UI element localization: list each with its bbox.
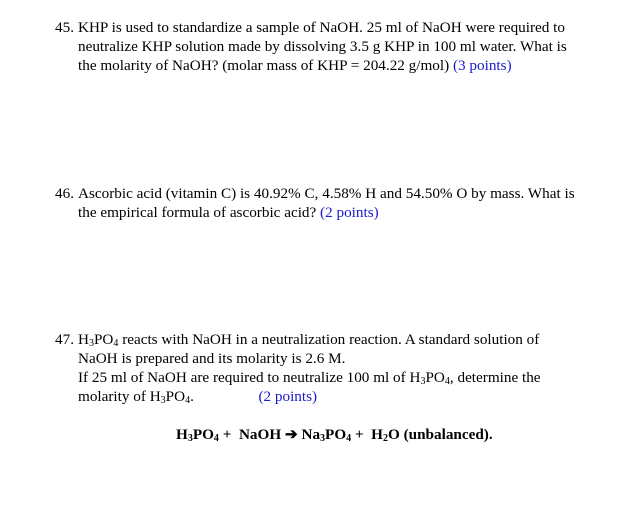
subscript: 4 [185,395,191,406]
subscript: 4 [444,376,450,387]
text-segment: + NaOH [218,426,285,443]
reaction-equation [176,425,493,444]
text-segment: H [78,331,89,348]
question-line [55,184,575,203]
text-segment: Na [297,426,321,443]
text-segment: PO [165,388,186,405]
question-line [55,387,541,406]
text-segment: + H [351,426,383,443]
text-segment: If 25 ml of NaOH are required to neutralize 100 ml of H [78,369,421,386]
question-line [55,203,575,222]
points-label: (2 points) [258,388,318,405]
subscript: 3 [160,395,166,406]
question-line [55,330,541,349]
question-line [55,368,541,387]
text-segment: the molarity of NaOH? (molar mass of KHP = 204.22 g/mol) [78,57,453,74]
text-segment: neutralize KHP solution made by dissolving 3.5 g KHP in 100 ml water. What is [78,38,567,55]
subscript: 4 [113,338,119,349]
points-label: (3 points) [452,57,512,74]
text-segment: PO [425,369,445,386]
question-line [55,18,567,37]
text-segment: . [190,388,259,405]
text-segment: , determine the [449,369,541,386]
points-label: (2 points) [320,204,379,221]
question-47 [55,330,541,406]
subscript: 4 [213,433,219,444]
subscript: 2 [383,433,388,444]
text-segment: molarity of H [78,388,161,405]
question-45 [55,18,567,75]
question-number: 46. [55,185,74,202]
text-segment: the empirical formula of ascorbic acid? [78,204,321,221]
question-line [55,56,567,75]
question-46 [55,184,575,222]
text-segment: PO [192,426,214,443]
subscript: 4 [346,433,352,444]
subscript: 3 [420,376,426,387]
question-line [55,37,567,56]
question-line [55,349,541,368]
text-segment: reacts with NaOH in a neutralization reaction. A standard solution of [118,331,540,348]
text-segment: PO [93,331,114,348]
subscript: 3 [320,433,326,444]
subscript: 3 [187,433,193,444]
question-number: 47. [55,331,74,348]
text-segment: H [176,426,188,443]
text-segment: PO [325,426,347,443]
subscript: 3 [88,338,94,349]
arrow-icon: ➔ [284,426,298,443]
text-segment: Ascorbic acid (vitamin C) is 40.92% C, 4.58% H and 54.50% O by mass. What is [78,185,575,202]
question-number: 45. [55,19,74,36]
text-segment: NaOH is prepared and its molarity is 2.6 M. [78,350,346,367]
text-segment: KHP is used to standardize a sample of NaOH. 25 ml of NaOH were required to [78,19,565,36]
text-segment: O (unbalanced). [388,426,493,443]
